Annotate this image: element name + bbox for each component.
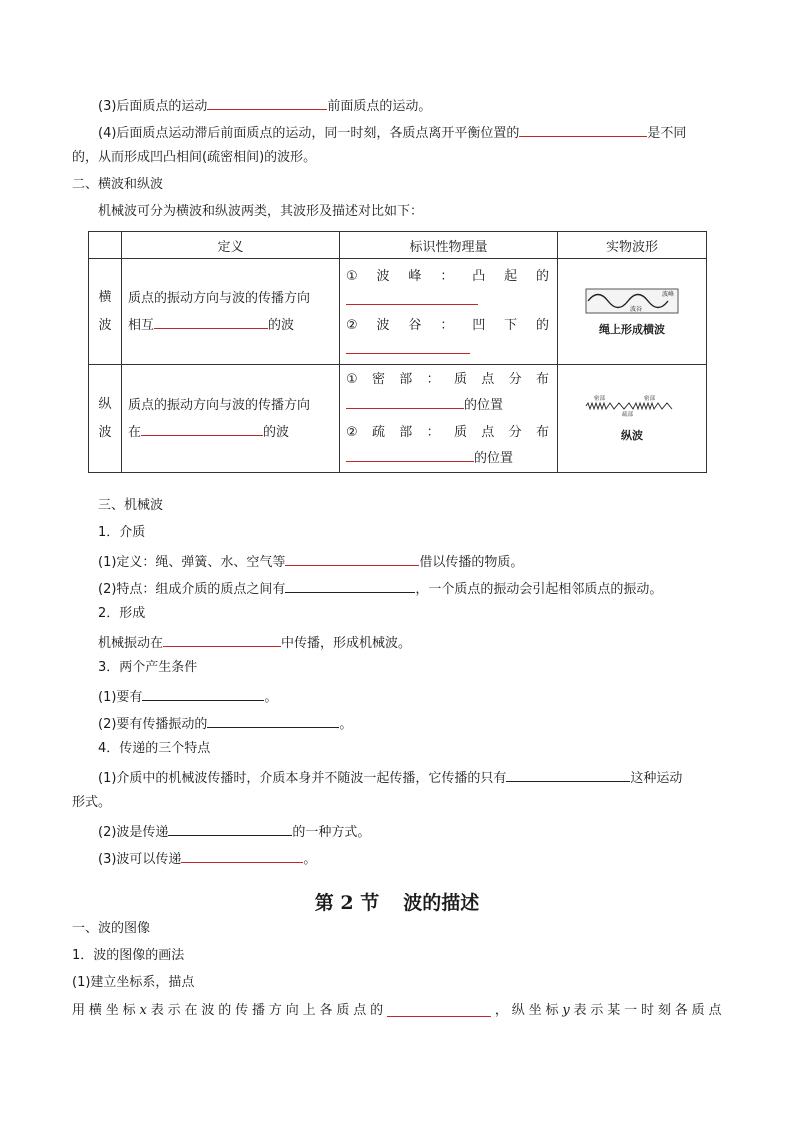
blank[interactable] [387,1002,491,1017]
intro-line-4-cont: 的，从而形成凹凸相间(疏密相间)的波形。 [72,150,317,165]
sparse-line: ② 疏 部 ： 质 点 分 布 [346,424,549,440]
blank[interactable] [519,122,647,137]
svg-text:疏部: 疏部 [622,412,634,418]
section2-title: 二、横波和纵波 [72,177,164,192]
s2-text: 机械振动在 中传播，形成机械波。 [98,632,411,653]
transverse-pic-caption: 绳上形成横波 [599,323,665,336]
longitudinal-wave-figure [558,365,707,473]
blank[interactable] [285,551,419,566]
s4-item-3: (3)波可以传递 。 [98,848,316,869]
row-label-longitudinal: 纵 波 [89,365,122,473]
trough-line: ② 波 谷 ： 凹 下 的 [346,317,549,333]
blank[interactable] [346,447,474,462]
s1-title: 1．介质 [98,525,146,540]
blank[interactable] [346,339,470,354]
header-waveform: 实物波形 [558,232,707,259]
blank[interactable] [181,848,303,863]
s2-title: 2．形成 [98,606,146,621]
comparison-table [88,231,707,473]
intro-line-4: (4)后面质点运动滞后前面质点的运动，同一时刻，各质点离开平衡位置的 是不同 [98,122,686,143]
blank[interactable] [168,821,292,836]
blank[interactable] [142,686,264,701]
blank[interactable] [285,578,415,593]
svg-text:密部: 密部 [644,396,656,402]
crest-line: ① 波 峰 ： 凸 起 的 [346,268,549,284]
header-quantity: 标识性物理量 [340,232,558,259]
dense-line: ① 密 部 ： 质 点 分 布 [346,371,549,387]
blank[interactable] [163,632,281,647]
blank[interactable] [154,314,268,329]
blank[interactable] [207,95,327,110]
s1-feature: (2)特点：组成介质的质点之间有 ，一个质点的振动会引起相邻质点的振动。 [98,578,662,599]
longitudinal-pic-caption: 纵波 [621,429,643,442]
svg-text:密部: 密部 [594,396,606,402]
transverse-quantities [340,259,558,365]
transverse-wave-figure [558,259,707,365]
section-heading: 第 2 节 波的描述 [314,892,480,914]
s4-item-1: (1)介质中的机械波传播时，介质本身并不随波一起传播，它传播的只有 这种运动 [98,767,682,788]
longitudinal-definition: 质点的振动方向与波的传播方向 在 的波 [122,365,340,473]
blank[interactable] [346,394,464,409]
s4-title: 4．传递的三个特点 [98,741,211,756]
blank[interactable] [207,713,339,728]
section3-title: 三、机械波 [98,498,164,513]
table-header-row [89,232,707,259]
header-definition: 定义 [122,232,340,259]
table-row-transverse [89,259,707,365]
s1-definition: (1)定义：绳、弹簧、水、空气等 借以传播的物质。 [98,551,523,572]
s4-item-1-cont: 形式。 [72,795,112,810]
blank[interactable] [141,421,263,436]
section2-desc: 机械波可分为横波和纵波两类，其波形及描述对比如下： [98,204,424,219]
s3-item-1: (1)要有 。 [98,686,277,707]
svg-text:波峰: 波峰 [662,291,675,298]
row-label-transverse: 横 波 [89,259,122,365]
longitudinal-quantities: ① 密 部 ： 质 点 分 布 的位置 ② 疏 部 ： 质 点 分 布 的位置 [340,365,558,473]
longitudinal-wave-icon [584,394,680,420]
blank[interactable] [346,290,478,305]
transverse-wave-icon [584,286,680,316]
table-row-longitudinal [89,365,707,473]
next-paragraph: 用 横 坐 标 x 表 示 在 波 的 传 播 方 向 上 各 质 点 的 ， 纵 坐 标 y 表 示 某 一 时 刻 各 质 点 [72,1003,722,1018]
transverse-definition: 质点的振动方向与波的传播方向 相互 的波 [122,259,340,365]
s4-item-2: (2)波是传递 的一种方式。 [98,821,370,842]
next-sub-2: 1．波的图像的画法 [72,948,185,963]
blank[interactable] [506,767,630,782]
s3-item-2: (2)要有传播振动的 。 [98,713,352,734]
next-sub-1: 一、波的图像 [72,921,151,936]
s3-title: 3．两个产生条件 [98,660,198,675]
svg-text:波谷: 波谷 [630,306,643,313]
intro-line-3: (3)后面质点的运动 前面质点的运动。 [98,95,431,116]
next-sub-3: (1)建立坐标系，描点 [72,975,195,990]
